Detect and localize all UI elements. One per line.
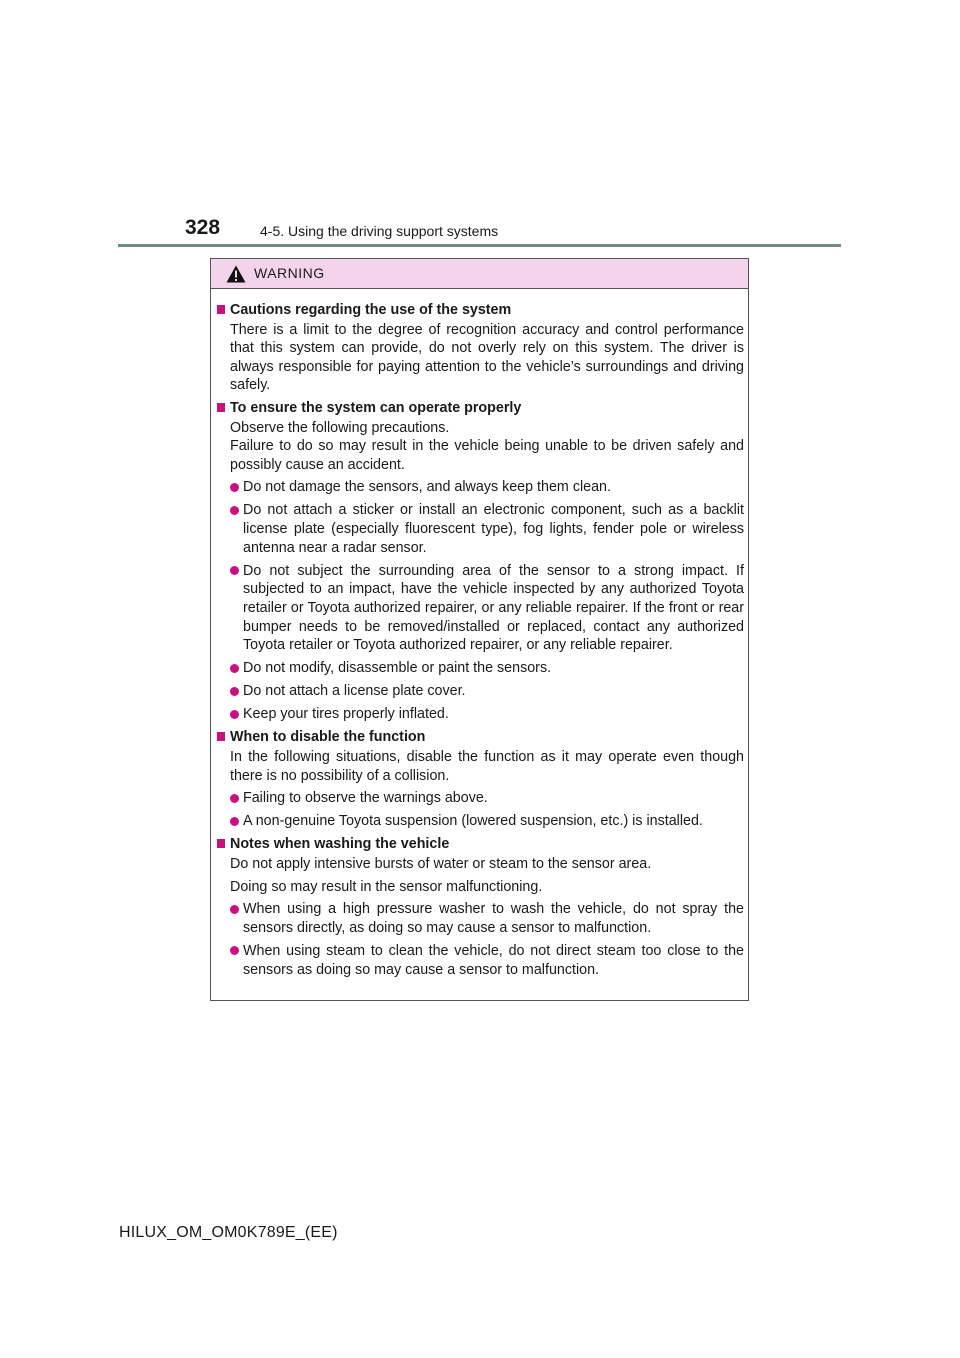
bullet-text: When using a high pressure washer to wash the vehicle, do not spray the sensors directly, as doing so may cause a sensor to malfunction. <box>243 901 744 936</box>
section-paragraph: Failure to do so may result in the vehicle being unable to be driven safely and possibly cause an accident. <box>230 438 744 473</box>
page-number: 328 <box>185 216 221 239</box>
section-paragraph: Observe the following precautions. <box>230 419 450 436</box>
page-header <box>185 216 745 242</box>
square-bullet-icon <box>217 732 225 741</box>
bullet-item <box>217 942 744 979</box>
section-heading-text: To ensure the system can operate properly <box>230 399 522 416</box>
bullet-item <box>217 705 744 724</box>
warning-section <box>217 835 744 979</box>
bullet-text: Do not attach a sticker or install an electronic component, such as a backlit license plate (especially fluorescent type), fog lights, fender pole or wireless antenna near a radar sensor. <box>243 502 744 556</box>
section-heading-text: When to disable the function <box>230 729 426 746</box>
bullet-text: Failing to observe the warnings above. <box>243 790 488 807</box>
bullet-item <box>217 478 744 497</box>
warning-triangle-icon <box>226 265 246 283</box>
round-bullet-icon <box>230 794 239 803</box>
bullet-text: Do not subject the surrounding area of the sensor to a strong impact. If subjected to an impact, have the vehicle inspected by any authorized Toyota retailer or Toyota authorized repairer, or any reliable repairer. If the front or rear bumper needs to be removed/installed or replaced, contact any authorized Toyota retailer or Toyota authorized repairer, or any reliable repairer. <box>243 562 744 654</box>
warning-header <box>211 259 748 289</box>
bullet-text: A non-genuine Toyota suspension (lowered suspension, etc.) is installed. <box>243 813 703 830</box>
warning-section <box>217 301 744 395</box>
bullet-text: Do not attach a license plate cover. <box>243 683 466 700</box>
round-bullet-icon <box>230 946 239 955</box>
bullet-text: When using steam to clean the vehicle, do not direct steam too close to the sensors as doing so may cause a sensor to malfunction. <box>243 942 744 978</box>
round-bullet-icon <box>230 566 239 575</box>
bullet-item <box>217 659 744 678</box>
warning-section <box>217 728 744 830</box>
round-bullet-icon <box>230 905 239 914</box>
warning-box <box>210 258 749 1001</box>
square-bullet-icon <box>217 305 225 314</box>
manual-code: HILUX_OM_OM0K789E_(EE) <box>119 1224 338 1241</box>
bullet-item <box>217 501 744 557</box>
section-paragraph: There is a limit to the degree of recognition accuracy and control performance that this system can provide, do not overly rely on this system. The driver is always responsible for paying attention to the vehicle’s surroundings and driving safely. <box>230 321 744 394</box>
warning-title: WARNING <box>254 265 325 281</box>
section-heading <box>217 728 744 747</box>
round-bullet-icon <box>230 664 239 673</box>
section-heading <box>217 301 744 320</box>
header-divider <box>118 244 841 247</box>
bullet-text: Do not modify, disassemble or paint the sensors. <box>243 660 552 677</box>
section-heading-text: Notes when washing the vehicle <box>230 836 450 853</box>
round-bullet-icon <box>230 483 239 492</box>
square-bullet-icon <box>217 839 225 848</box>
section-heading-text: Cautions regarding the use of the system <box>230 302 512 318</box>
bullet-text: Do not damage the sensors, and always keep them clean. <box>243 479 611 496</box>
warning-section <box>217 399 744 724</box>
section-paragraph: In the following situations, disable the function as it may operate even though there is no possibility of a collision. <box>230 749 744 784</box>
bullet-item <box>217 900 744 937</box>
warning-content <box>217 301 744 984</box>
round-bullet-icon <box>230 687 239 696</box>
round-bullet-icon <box>230 506 239 515</box>
section-paragraph: Doing so may result in the sensor malfunctioning. <box>230 878 543 895</box>
bullet-text: Keep your tires properly inflated. <box>243 706 449 723</box>
section-heading <box>217 835 744 854</box>
round-bullet-icon <box>230 710 239 719</box>
section-title: 4-5. Using the driving support systems <box>260 223 499 239</box>
bullet-item <box>217 812 744 831</box>
section-heading <box>217 399 744 418</box>
square-bullet-icon <box>217 403 225 412</box>
section-paragraph: Do not apply intensive bursts of water or steam to the sensor area. <box>230 856 652 873</box>
round-bullet-icon <box>230 817 239 826</box>
bullet-item <box>217 562 744 655</box>
bullet-item <box>217 682 744 701</box>
bullet-item <box>217 789 744 808</box>
